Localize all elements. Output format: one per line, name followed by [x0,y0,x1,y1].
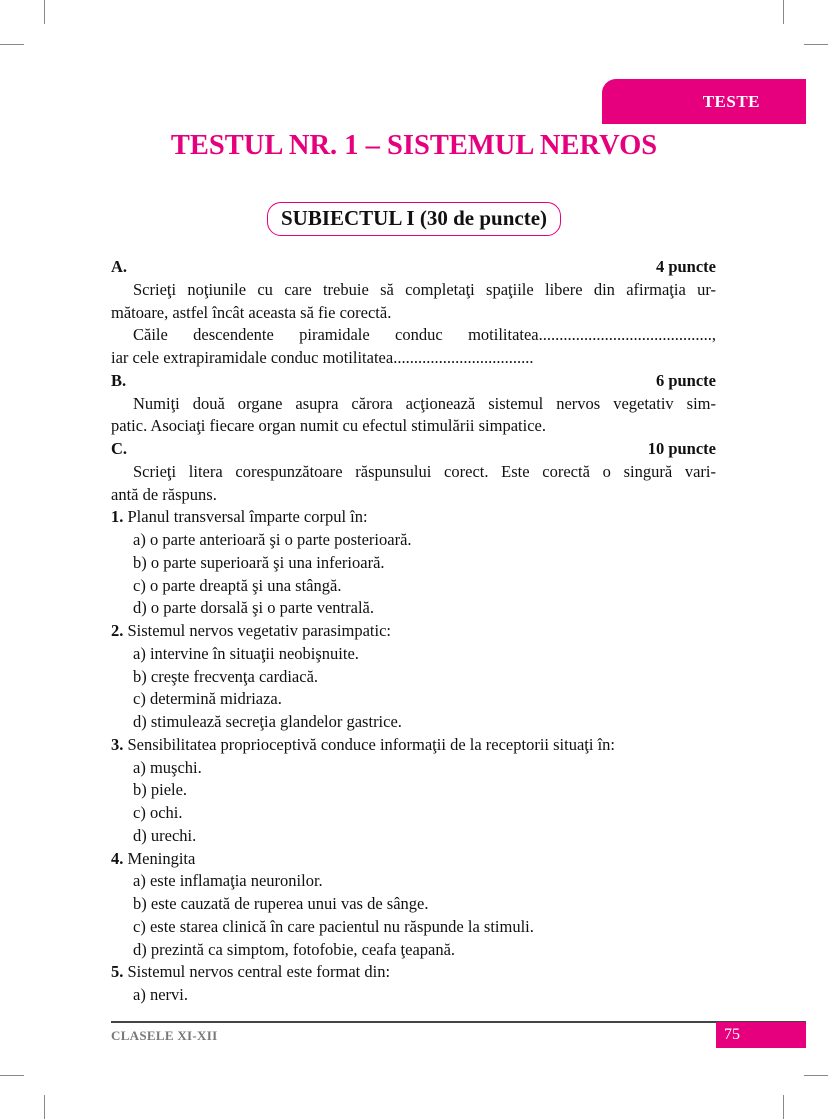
question-number: 4. [111,848,124,868]
test-content [111,256,716,1007]
section-tab [602,79,806,124]
page-number: 75 [716,1022,806,1048]
section-b-points: 6 puncte [655,370,716,390]
question-number: 3. [111,734,124,754]
crop-mark [0,1075,24,1076]
crop-mark [44,0,45,24]
crop-mark [804,44,828,45]
crop-mark [804,1075,828,1076]
answer-option: a) muşchi. [133,757,202,777]
answer-option: d) urechi. [133,825,197,845]
answer-option: d) o parte dorsală şi o parte ventrală. [133,598,374,618]
section-b-line: patic. Asociaţi fiecare organ numit cu efectul stimulării simpatice. [111,416,546,436]
section-c-header [111,438,716,461]
crop-mark [783,0,784,24]
question-2 [111,620,716,643]
question-text: Sensibilitatea proprioceptivă conduce informaţii de la receptorii situaţi în: [127,734,616,754]
question-number: 2. [111,621,124,640]
answer-option: a) intervine în situaţii neobişnuite. [133,643,359,663]
section-a-header [111,256,716,279]
answer-option: b) piele. [133,780,188,800]
section-a-line: Scrieţi noţiunile cu care trebuie să completaţi spaţiile libere din afirmaţia ur- [133,279,716,299]
section-a-line: iar cele extrapiramidale conduc motilitatea.................................. [111,348,534,367]
subject-heading: SUBIECTUL I (30 de puncte) [267,202,561,236]
question-text: Sistemul nervos central este format din: [127,962,391,982]
crop-mark [0,44,24,45]
question-text: Sistemul nervos vegetativ parasimpatic: [127,621,391,640]
question-text: Meningita [127,848,196,868]
section-a-points: 4 puncte [655,257,716,276]
section-a-line: mătoare, astfel încât aceasta să fie corectă. [111,302,392,322]
question-text: Planul transversal împarte corpul în: [127,507,368,527]
question-1 [111,506,716,529]
section-c-line: antă de răspuns. [111,484,217,504]
page-title: TESTUL NR. 1 – SISTEMUL NERVOS [170,130,658,161]
answer-option: c) este starea clinică în care pacientul nu răspunde la stimuli. [133,916,534,936]
answer-option: b) o parte superioară şi una inferioară. [133,552,385,572]
section-b-label: B. [111,370,127,390]
answer-option: c) o parte dreaptă şi una stângă. [133,575,342,595]
section-b-header [111,370,716,393]
footer-rule [111,1021,806,1023]
section-tab-label: TESTE [702,91,760,111]
answer-option: d) stimulează secreţia glandelor gastrice. [133,712,402,731]
answer-option: b) este cauzată de ruperea unui vas de sânge. [133,894,429,913]
section-b-line: Numiţi două organe asupra cărora acţionează sistemul nervos vegetativ sim- [133,393,716,413]
answer-option: a) o parte anterioară şi o parte posterioară. [133,530,412,549]
question-4 [111,848,716,871]
question-number: 1. [111,507,124,527]
answer-option: c) determină midriaza. [133,689,282,709]
answer-option: b) creşte frecvenţa cardiacă. [133,666,319,686]
section-c-line: Scrieţi litera corespunzătoare răspunsului corect. Este corectă o singură vari- [133,461,716,481]
answer-option: d) prezintă ca simptom, fotofobie, ceafa ţeapană. [133,939,456,959]
question-number: 5. [111,962,124,982]
section-c-points: 10 puncte [647,439,716,458]
answer-option: a) este inflamaţia neuronilor. [133,871,323,891]
section-c-label: C. [111,439,128,458]
subject-heading-wrap [0,202,828,236]
answer-option: c) ochi. [133,803,183,822]
question-3 [111,734,716,757]
footer-grade-label: CLASELE XI-XII [111,1028,218,1043]
question-5 [111,961,716,984]
crop-mark [44,1095,45,1119]
section-a-line: Căile descendente piramidale conduc motilitatea.........................................., [133,325,716,345]
crop-mark [783,1095,784,1119]
section-a-label: A. [111,257,128,276]
answer-option: a) nervi. [133,985,188,1004]
